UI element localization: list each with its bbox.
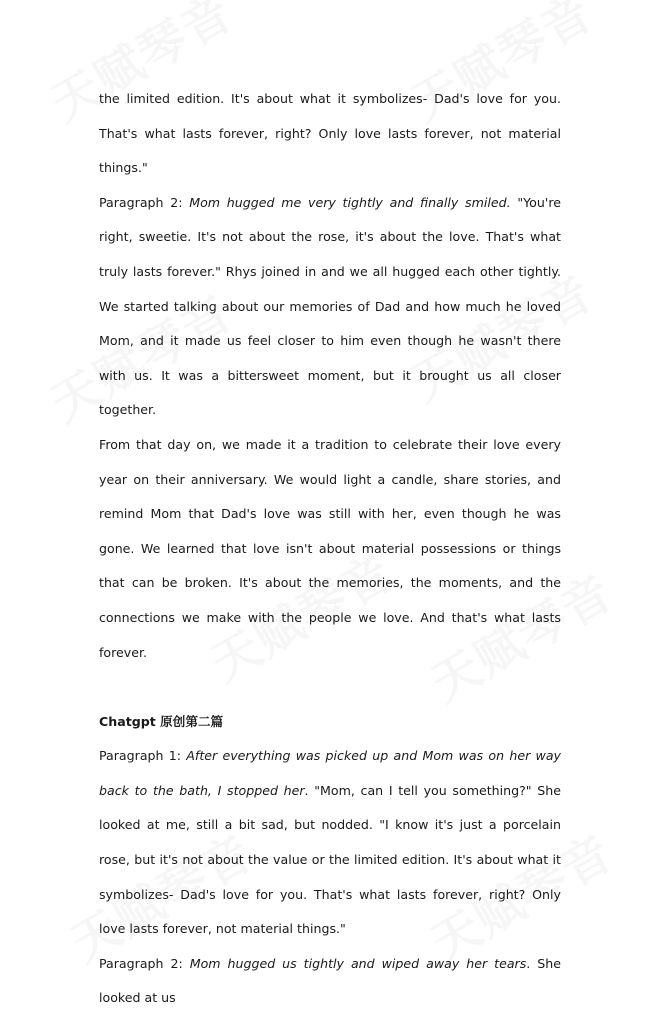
section-heading: Chatgpt 原创第二篇 [99, 713, 224, 729]
paragraph [99, 947, 561, 1016]
document-body [99, 82, 561, 1016]
paragraph-text: "You're right, sweetie. It's not about the rose, it's about the love. That's what truly lasts forever." Rhys joined in and we all hugged each other tightly. We started talking about our memories of Dad and how much he loved Mom, and it made us feel closer to him even though he wasn't there with us. It was a bittersweet moment, but it brought us all closer together. [99, 194, 561, 418]
italic-text: Mom hugged us tightly and wiped away her tears [189, 955, 527, 971]
paragraph: the limited edition. It's about what it symbolizes- Dad's love for you. That's what lasts forever, right? Only love lasts forever, not material things." [99, 91, 561, 176]
paragraph-text: . "Mom, can I tell you something?" She looked at me, still a bit sad, but nodded. "I know it's just a porcelain rose, but it's not about the value or the limited edition. It's about what it symbolizes- Dad's love for you. That's what lasts forever, right? Only love lasts forever, not material things." [99, 782, 561, 937]
paragraph-label: Paragraph 1: [99, 748, 187, 764]
paragraph-label: Paragraph 2: [99, 194, 190, 210]
paragraph [99, 739, 561, 947]
italic-text: Mom hugged me very tightly and finally smiled. [189, 194, 511, 210]
paragraph [99, 186, 561, 428]
italic-text: After everything was picked up and Mom was on her way back to the bath, I stopped her [99, 748, 561, 798]
paragraph-label: Paragraph 2: [99, 955, 190, 971]
paragraph: From that day on, we made it a tradition to celebrate their love every year on their anniversary. We would light a candle, share stories, and remind Mom that Dad's love was still with her, even though he was gone. We learned that love isn't about material possessions or things that can be broken. It's about the memories, the moments, and the connections we make with the people we love. And that's what lasts forever. [99, 436, 561, 660]
paragraph-text: . She looked at us [99, 955, 561, 1006]
